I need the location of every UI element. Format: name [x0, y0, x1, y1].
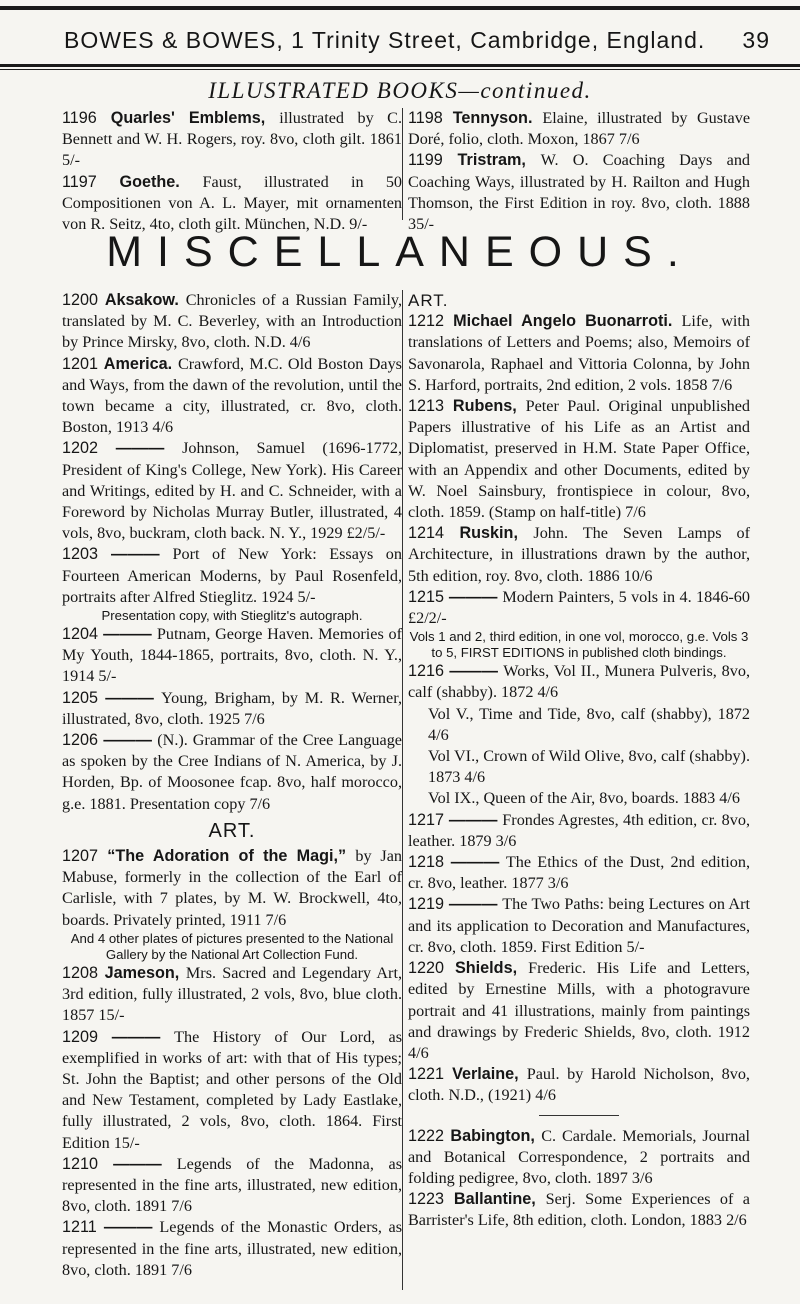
entry-name: Jameson,	[104, 963, 186, 982]
entry-number: 1202	[62, 439, 116, 458]
entry-description: The Ethics of the Dust, 2nd edition, cr. 8vo, leather. 1877 3/6	[408, 853, 751, 893]
illustrated-right-column	[408, 108, 750, 235]
catalogue-entry	[408, 958, 750, 1064]
entry-number: 1198	[408, 109, 453, 127]
entry-number: 1197	[62, 172, 120, 191]
entry-description: W. O. Coaching Days and Coaching Ways, illustrated by H. Railton and Hugh Thomson, the First Edition in roy. 8vo, cloth. 1888 35/-	[408, 151, 751, 234]
catalogue-entry	[62, 963, 402, 1027]
entry-name: ———	[111, 1027, 175, 1046]
entry-name: Tennyson.	[452, 109, 543, 127]
entry-description: Paul. by Harold Nicholson, 8vo, cloth. N.D., (1921) 4/6	[408, 1065, 750, 1105]
entry-description: Life, with translations of Letters and Poems; also, Memoirs of Savonarola, Raphael and Vittoria Colonna, by John S. Harford, portraits, 2nd edition, 2 vols. 1858 7/6	[408, 312, 750, 394]
entry-description: Elaine, illustrated by Gustave Doré, folio, cloth. Moxon, 1867 7/6	[408, 109, 751, 149]
catalogue-entry	[62, 108, 402, 172]
entry-number: 1219	[408, 895, 449, 914]
catalogue-entry	[62, 624, 402, 688]
catalogue-entry	[408, 1126, 750, 1190]
entry-note: Presentation copy, with Stieglitz's autograph.	[101, 608, 363, 624]
header-rule	[0, 64, 800, 67]
entry-description: Chronicles of a Russian Family, translated by M. C. Beverley, with an Introduction by Prince Mirsky, 8vo, cloth. N.D. 4/6	[62, 291, 402, 352]
entry-number: 1211	[62, 1218, 104, 1237]
entry-description: Mrs. Sacred and Legendary Art, 3rd edition, fully illustrated, 2 vols, 8vo, blue cloth. 1857 15/-	[62, 963, 402, 1025]
catalogue-entry	[408, 810, 750, 852]
catalogue-entry	[62, 1217, 402, 1281]
entry-note: And 4 other plates of pictures presented to the National Gallery by the National Art Collection Fund.	[70, 930, 394, 962]
catalogue-entry	[408, 150, 750, 235]
entry-name: Verlaine,	[452, 1065, 527, 1084]
entry-name: Rubens,	[452, 397, 526, 416]
entry-description: John. The Seven Lamps of Architecture, in illustrations drawn by the author, 5th edition, roy. 8vo, cloth. 1886 10/6	[408, 524, 750, 585]
illustrated-left-column	[62, 108, 402, 235]
catalogue-entry	[62, 730, 402, 815]
catalogue-entry	[408, 1189, 750, 1231]
header-rule-thin	[0, 69, 800, 70]
entry-description: Modern Painters, 5 vols in 4. 1846-60 £2/2/-	[408, 587, 750, 628]
subsection-label: ART.	[408, 291, 449, 310]
entry-description: Faust, illustrated in 50 Compositionen von A. L. Mayer, mit ornamenten von R. Seitz, 4to, cloth gilt. München, N.D. 9/-	[62, 172, 403, 234]
catalogue-entry	[62, 1154, 402, 1218]
entry-description: Legends of the Madonna, as represented in the fine arts, illustrated, new edition, 8vo, cloth. 1891 7/6	[62, 1154, 402, 1216]
entry-number: 1222	[408, 1126, 451, 1145]
entry-name: ———	[448, 810, 503, 829]
column-divider	[402, 108, 403, 220]
entry-continuation: Vol V., Time and Tide, 8vo, calf (shabby), 1872 4/6	[428, 704, 750, 744]
entry-name: ———	[449, 662, 504, 681]
entry-number: 1199	[408, 151, 458, 170]
entry-number: 1206	[62, 731, 104, 750]
subsection-heading: ART.	[208, 819, 256, 842]
entry-description: Frondes Agrestes, 4th edition, cr. 8vo, leather. 1879 3/6	[408, 810, 751, 850]
entry-name: ———	[111, 545, 173, 564]
entry-description: (N.). Grammar of the Cree Language as spoken by the Cree Indians of N. America, by J. Horden, Bp. of Moosonee fcap. 8vo, half morocco, g.e. 1881. Presentation copy 7/6	[62, 731, 402, 813]
entry-description: The History of Our Lord, as exemplified in works of art: with that of His types; St. John the Baptist; and other persons of the Old and New Testament, completed by Lady Eastlake, fully illustrated, 2 vols, 8vo, cloth. 1864. First Edition 15/-	[62, 1027, 402, 1152]
entry-description: C. Cardale. Memorials, Journal and Botanical Correspondence, 2 portraits and folding pedigree, 8vo, cloth. 1897 3/6	[408, 1126, 751, 1187]
entry-number: 1203	[62, 545, 111, 564]
catalogue-entry	[62, 354, 402, 439]
column-divider	[402, 290, 403, 1290]
entry-description: illustrated by C. Bennett and W. H. Rogers, roy. 8vo, cloth gilt. 1861 5/-	[62, 109, 402, 170]
catalogue-entry	[408, 311, 750, 396]
entry-name: Aksakow.	[104, 291, 186, 309]
entry-description: Works, Vol II., Munera Pulveris, 8vo, calf (shabby). 1872 4/6	[408, 662, 750, 702]
entry-name: Michael Angelo Buonarroti.	[453, 312, 682, 331]
misc-right-column	[408, 290, 750, 1232]
entry-name: Quarles' Emblems,	[110, 109, 280, 127]
entry-number: 1223	[408, 1190, 454, 1209]
catalogue-entry	[62, 688, 402, 730]
catalogue-entry	[62, 1027, 402, 1154]
entry-number: 1213	[408, 397, 453, 416]
entry-name: America.	[103, 354, 178, 373]
entry-description: Johnson, Samuel (1696-1772, President of King's College, New York). His Career and Writings, edited by H. and C. Schneider, with a Foreword by Nicholas Murray Butler, illustrated, 4 vols, 8vo, buckram, cloth back. N. Y., 1929 £2/5/-	[62, 439, 403, 543]
entry-note: Vols 1 and 2, third edition, in one vol, morocco, g.e. Vols 3 to 5, FIRST EDITIONS in published cloth bindings.	[409, 629, 749, 661]
entry-number: 1196	[62, 109, 111, 127]
entry-name: ———	[448, 587, 503, 606]
entry-number: 1218	[408, 853, 451, 872]
catalogue-entry	[408, 1064, 750, 1106]
entry-name: Babington,	[450, 1126, 542, 1145]
entry-number: 1200	[62, 291, 105, 309]
entry-description: Putnam, George Haven. Memories of My Youth, 1844-1865, portraits, 8vo, cloth. N. Y., 1914 5/-	[62, 625, 402, 686]
catalogue-entry	[62, 846, 402, 931]
entry-name: “The Adoration of the Magi,”	[107, 847, 356, 866]
catalogue-entry	[62, 290, 402, 354]
misc-left-column	[62, 290, 402, 1281]
catalogue-entry	[62, 438, 402, 544]
entry-description: Frederic. His Life and Letters, edited by Ernestine Mills, with a photogravure portrait and 41 illustrations, mainly from paintings and drawings by Frederic Shields, 8vo, cloth. 1912 4/6	[408, 959, 750, 1062]
entry-number: 1209	[62, 1027, 112, 1046]
entry-description: Port of New York: Essays on Fourteen American Moderns, by Paul Rosenfeld, portraits after Alfred Stieglitz. 1924 5/-	[62, 545, 402, 606]
entry-number: 1221	[408, 1065, 453, 1084]
entry-continuation: Vol IX., Queen of the Air, 8vo, boards. 1883 4/6	[428, 789, 740, 808]
catalogue-entry	[408, 852, 750, 894]
entry-name: ———	[448, 895, 503, 914]
entry-name: ———	[103, 625, 157, 644]
catalogue-entry	[62, 172, 402, 236]
catalogue-entry	[408, 523, 750, 587]
section-title-illustrated: ILLUSTRATED BOOKS—continued.	[208, 78, 592, 103]
entry-number: 1216	[408, 662, 450, 681]
page-number: 39	[742, 26, 770, 53]
entry-continuation: Vol VI., Crown of Wild Olive, 8vo, calf (shabby). 1873 4/6	[428, 747, 750, 787]
catalogue-entry	[408, 894, 750, 958]
entry-name: ———	[103, 731, 158, 750]
entry-number: 1204	[62, 625, 104, 644]
section-rule	[539, 1115, 619, 1116]
entry-name: ———	[113, 1154, 177, 1173]
catalogue-entry	[62, 544, 402, 608]
entry-description: by Jan Mabuse, formerly in the collection of the Earl of Carlisle, with 7 plates, by M. W. Brockwell, 4to, boards. Privately printed, 1911 7/6	[62, 847, 402, 929]
catalogue-entry	[408, 661, 750, 703]
entry-description: Young, Brigham, by M. R. Werner, illustrated, 8vo, cloth. 1925 7/6	[62, 688, 402, 728]
catalogue-entry	[408, 587, 750, 629]
entry-name: ———	[450, 853, 506, 872]
entry-number: 1212	[408, 312, 454, 331]
entry-name: ———	[103, 1218, 160, 1237]
entry-number: 1207	[62, 847, 108, 866]
entry-description: Crawford, M.C. Old Boston Days and Ways, from the dawn of the revolution, until the town became a city, illustrated, cr. 8vo, cloth. Boston, 1913 4/6	[62, 354, 402, 437]
entry-description: The Two Paths: being Lectures on Art and its application to Decoration and Manufactures, cr. 8vo, cloth. 1859. First Edition 5/-	[408, 895, 750, 956]
entry-name: Ballantine,	[453, 1190, 546, 1209]
entry-name: Goethe.	[119, 172, 203, 191]
entry-description: Peter Paul. Original unpublished Papers illustrative of his Life as an Artist and Diplomatist, preserved in H.M. State Paper Office, with an Appendix and other Documents, edited by W. Noel Sainsbury, frontispiece in colour, 8vo, cloth. 1859. (Stamp on half-title) 7/6	[408, 397, 750, 522]
entry-name: Tristram,	[457, 151, 541, 170]
entry-number: 1205	[62, 688, 106, 707]
page-header	[64, 20, 784, 60]
entry-number: 1201	[62, 354, 104, 373]
entry-number: 1217	[408, 810, 449, 829]
entry-name: Ruskin,	[459, 524, 534, 543]
entry-number: 1208	[62, 963, 105, 982]
section-title-miscellaneous: MISCELLANEOUS.	[106, 228, 694, 276]
entry-name: Shields,	[455, 959, 529, 978]
publisher-line: BOWES & BOWES, 1 Trinity Street, Cambridge, England.	[64, 26, 706, 53]
entry-description: Legends of the Monastic Orders, as represented in the fine arts, illustrated, new edition, 8vo, cloth. 1891 7/6	[62, 1218, 402, 1279]
entry-number: 1220	[408, 959, 455, 978]
top-rule	[0, 6, 800, 10]
catalogue-entry	[408, 108, 750, 150]
entry-number: 1210	[62, 1154, 114, 1173]
entry-name: ———	[115, 439, 183, 458]
entry-number: 1214	[408, 524, 460, 543]
entry-description: Serj. Some Experiences of a Barrister's Life, 8th edition, cloth. London, 1883 2/6	[408, 1190, 750, 1230]
catalogue-entry	[408, 396, 750, 523]
entry-number: 1215	[408, 587, 449, 606]
entry-name: ———	[105, 688, 162, 707]
